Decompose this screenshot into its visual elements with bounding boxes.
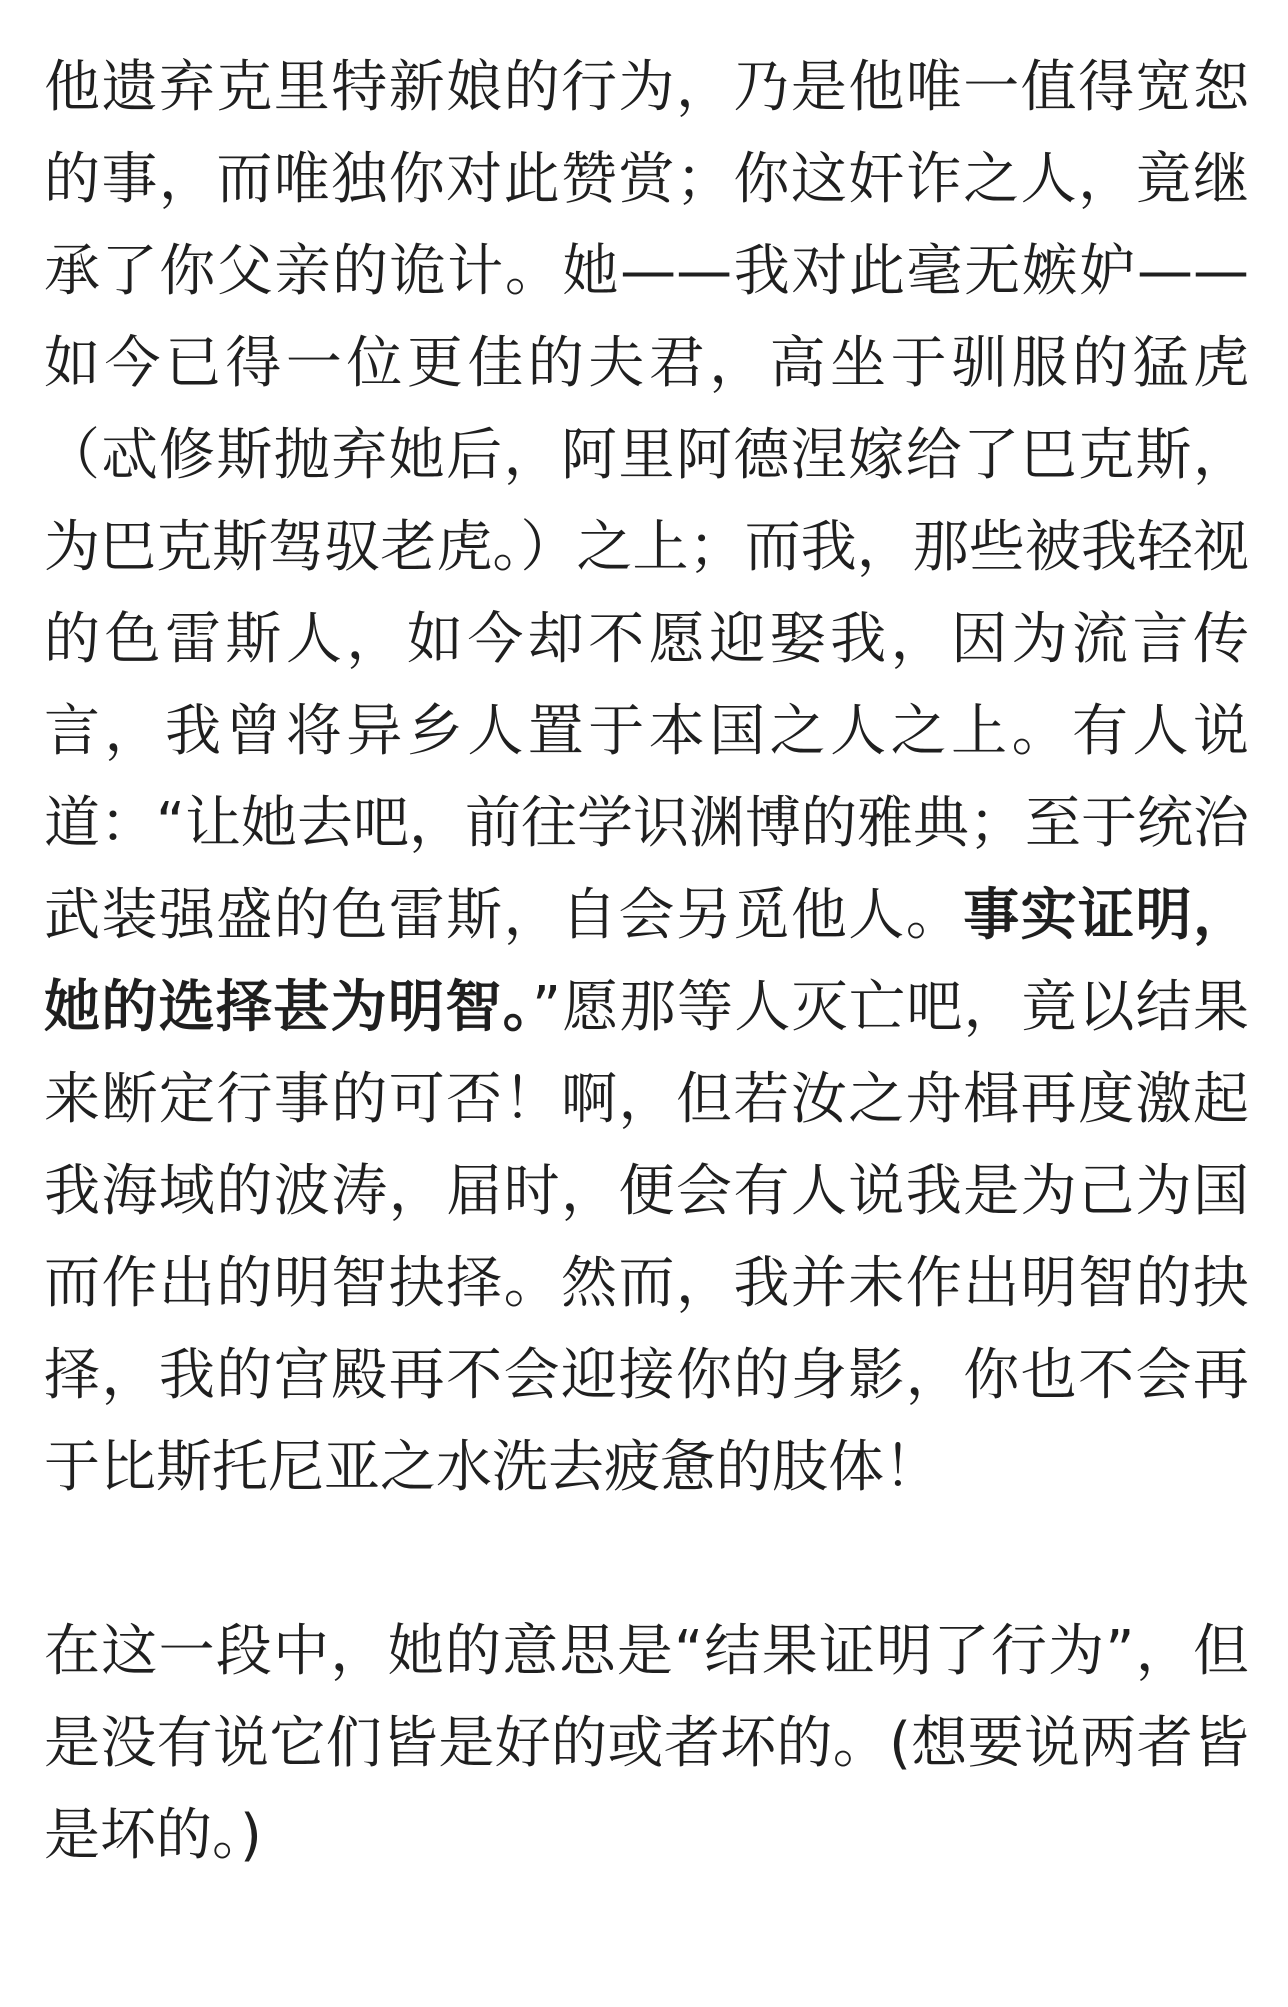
commentary-paragraph: 在这一段中，她的意思是“结果证明了行为”，但是没有说它们皆是好的或者坏的。(想要说两者皆是坏的。) bbox=[44, 1619, 1249, 1868]
passage-bold-emphasis: 事实证明，她的选择甚为明智。 bbox=[44, 883, 1250, 1040]
passage-text-part2: ”愿那等人灭亡吧，竟以结果来断定行事的可否！啊，但若汝之舟楫再度激起我海域的波涛，届时，便会有人说我是为己为国而作出的明智抉择。然而，我并未作出明智的抉择，我的宫殿再不会迎接你的身影，你也不会再于比斯托尼亚之水洗去疲惫的肢体！ bbox=[44, 975, 1250, 1500]
article-body bbox=[44, 42, 1249, 1882]
quoted-passage bbox=[44, 42, 1249, 1514]
passage-text-part1: 他遗弃克里特新娘的行为，乃是他唯一值得宽恕的事，而唯独你对此赞赏；你这奸诈之人，竟继承了你父亲的诡计。她——我对此毫无嫉妒——如今已得一位更佳的夫君，高坐于驯服的猛虎（忒修斯抛弃她后，阿里阿德涅嫁给了巴克斯，为巴克斯驾驭老虎。）之上；而我，那些被我轻视的色雷斯人，如今却不愿迎娶我，因为流言传言，我曾将异乡人置于本国之人之上。有人说道：“让她去吧，前往学识渊博的雅典；至于统治武装强盛的色雷斯，自会另觅他人。 bbox=[44, 55, 1250, 948]
